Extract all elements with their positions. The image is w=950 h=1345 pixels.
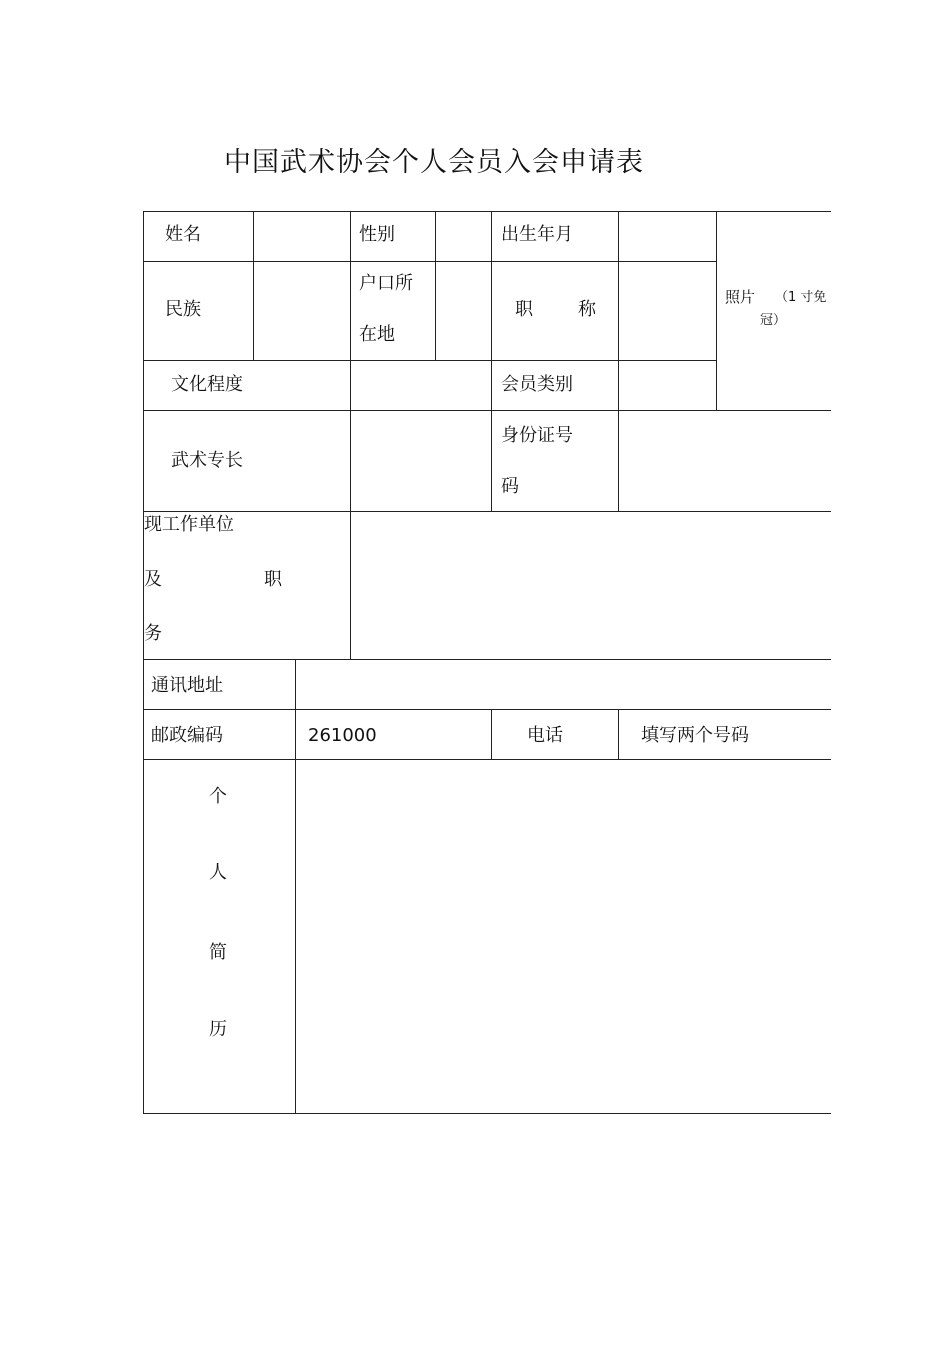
job-title-field[interactable] [620, 263, 715, 359]
photo-box[interactable] [718, 213, 831, 410]
phone-value[interactable]: 填写两个号码 [641, 725, 749, 746]
table-line [618, 211, 619, 511]
specialty-field[interactable] [352, 412, 490, 510]
job-title-label-cheng: 称 [578, 299, 596, 320]
hukou-label-line1: 户口所 [359, 273, 413, 294]
resume-label-char3: 简 [209, 942, 227, 963]
table-line [143, 360, 716, 361]
gender-label: 性别 [359, 224, 395, 245]
hukou-field[interactable] [437, 263, 490, 359]
work-unit-label-ji: 及 [144, 569, 162, 590]
phone-label: 电话 [527, 725, 563, 746]
table-line [143, 211, 144, 1114]
table-line [716, 211, 717, 411]
table-line [143, 759, 831, 760]
table-line [143, 211, 831, 212]
table-line [143, 261, 716, 262]
work-unit-label-line3: 务 [144, 623, 162, 644]
birth-field[interactable] [620, 213, 715, 260]
gender-field[interactable] [437, 213, 490, 260]
postcode-value[interactable]: 261000 [308, 725, 377, 746]
table-line [143, 709, 831, 710]
photo-note-line1: （1 寸免 [775, 290, 827, 305]
ethnicity-label: 民族 [165, 299, 201, 320]
table-line [143, 410, 831, 411]
table-line [350, 211, 351, 660]
table-line [491, 709, 492, 760]
member-type-label: 会员类别 [501, 374, 573, 395]
resume-label-char1: 个 [209, 786, 227, 807]
name-field[interactable] [255, 213, 349, 260]
hukou-label-line2: 在地 [359, 324, 395, 345]
work-unit-label-line1: 现工作单位 [144, 514, 234, 535]
education-field[interactable] [352, 362, 490, 409]
work-unit-field[interactable] [352, 513, 831, 658]
table-line [618, 709, 619, 760]
resume-label-char2: 人 [209, 862, 227, 883]
education-label: 文化程度 [171, 374, 243, 395]
table-line [491, 211, 492, 511]
table-line [143, 511, 831, 512]
member-type-field[interactable] [620, 362, 715, 409]
table-line [295, 659, 296, 1114]
job-title-label-zhi: 职 [515, 299, 533, 320]
table-line [253, 211, 254, 361]
ethnicity-field[interactable] [255, 263, 349, 359]
photo-label: 照片 [725, 288, 756, 306]
address-label: 通讯地址 [151, 675, 223, 696]
work-unit-label-zhi: 职 [264, 569, 282, 590]
page-title: 中国武术协会个人会员入会申请表 [224, 147, 644, 178]
table-line [143, 1113, 831, 1114]
idcard-label-line2: 码 [501, 476, 519, 497]
idcard-field[interactable] [620, 412, 831, 510]
table-line [435, 211, 436, 361]
photo-note-line2: 冠） [760, 313, 787, 328]
birth-label: 出生年月 [501, 224, 573, 245]
name-label: 姓名 [165, 224, 201, 245]
idcard-label-line1: 身份证号 [501, 425, 573, 446]
table-line [143, 659, 831, 660]
postcode-label: 邮政编码 [151, 725, 223, 746]
resume-label-char4: 历 [209, 1019, 227, 1040]
address-field[interactable] [297, 661, 831, 708]
resume-field[interactable] [297, 761, 831, 1112]
specialty-label: 武术专长 [171, 450, 243, 471]
